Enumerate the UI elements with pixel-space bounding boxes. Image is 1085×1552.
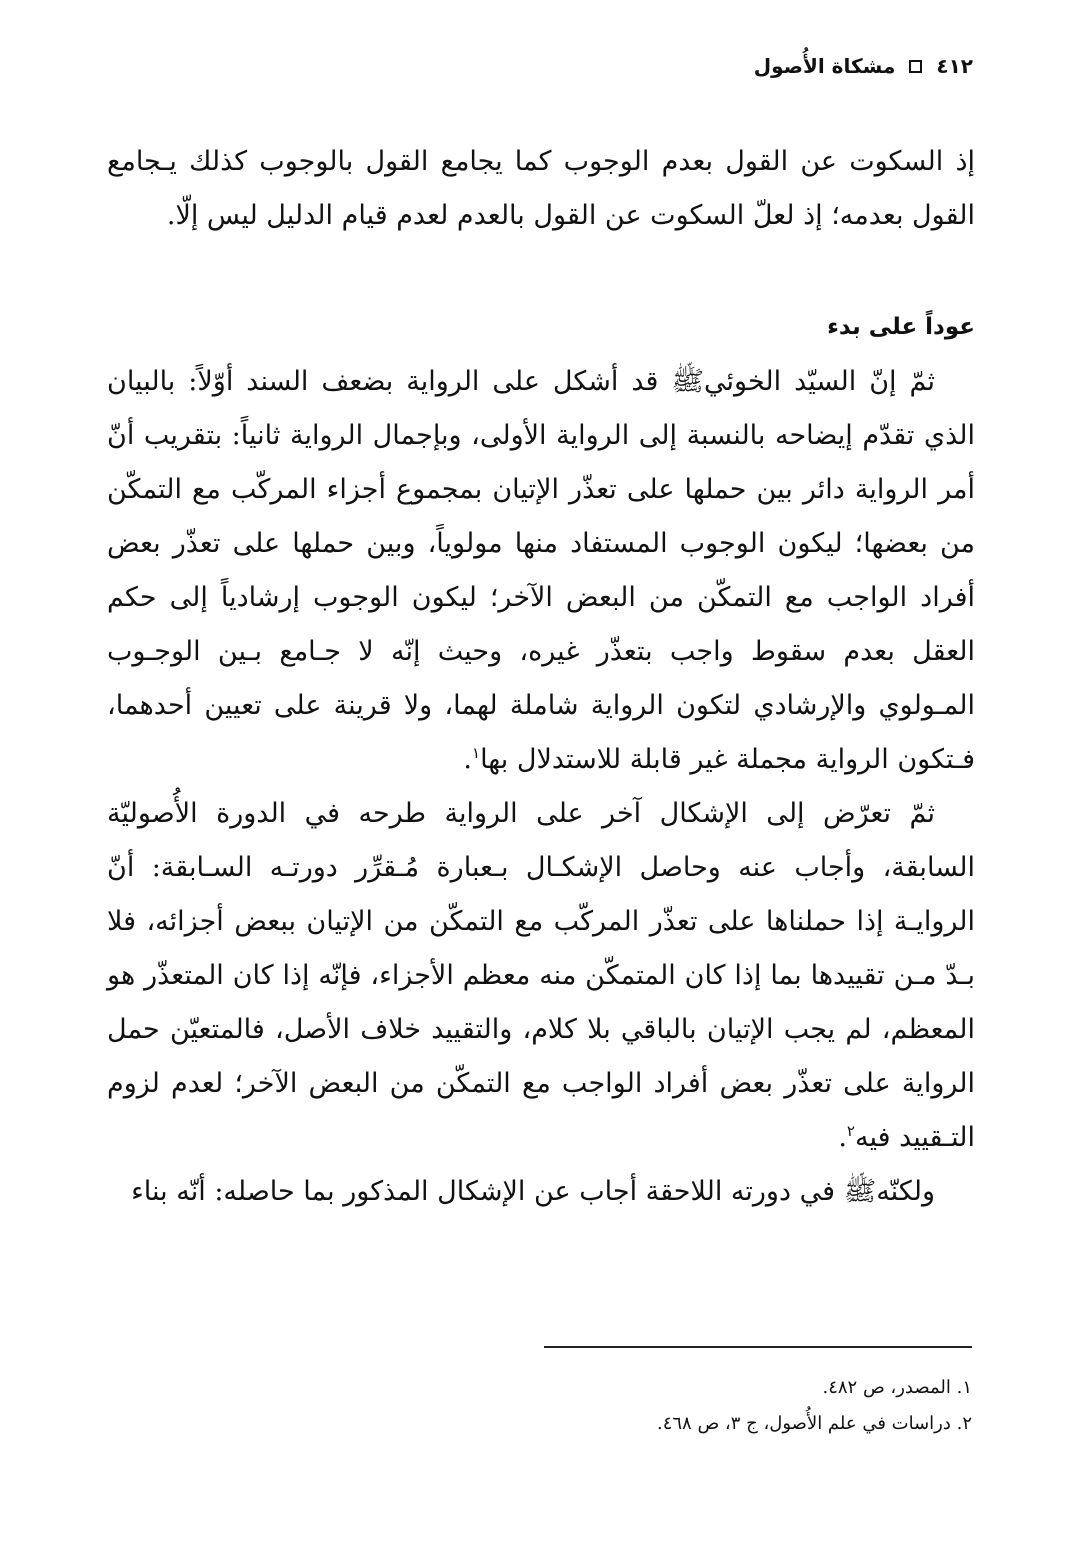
footnote-ref-1[interactable]: ١ [472, 744, 481, 762]
paragraph-2 [107, 787, 975, 1165]
footnote-ref-2[interactable]: ٢ [846, 1122, 855, 1140]
footnote-divider [544, 1346, 972, 1348]
footnote-1: ١. المصدر، ص ٤٨٢. [822, 1377, 972, 1398]
main-text [107, 135, 975, 1219]
footnote-2: ٢. دراسات في علم الأُصول، ج ٣، ص ٤٦٨. [656, 1413, 972, 1434]
section-heading: عوداً على بدء [827, 314, 975, 340]
separator-square-icon [909, 60, 922, 73]
footnotes [272, 1370, 972, 1442]
page-number: ٤١٢ [936, 54, 973, 78]
running-header [754, 52, 973, 80]
paragraph-1-end: . [463, 744, 472, 775]
paragraph-1 [107, 355, 975, 787]
paragraph-2-end: . [838, 1122, 847, 1153]
intro-paragraph: إذ السكوت عن القول بعدم الوجوب كما يجامع القول بالوجوب كذلك يـجامع القول بعدمه؛ إذ لعلّ السكوت عن القول بالعدم لعدم قيام الدليل ليس إلّا. [107, 146, 975, 231]
book-title: مشكاة الأُصول [753, 54, 896, 78]
paragraph-1-text: ثمّ إنّ السيّد الخوئيﷺ قد أشكل على الرواية بضعف السند أوّلاً: بالبيان الذي تقدّم إيضاحه بالنسبة إلى الرواية الأولى، وبإجمال الرواية ثانياً: بتقريب أنّ أمر الرواية دائر بين حملها على تعذّر الإتيان بمجموع أجزاء المركّب مع التمكّن من بعضها؛ ليكون الوجوب المستفاد منها مولوياً، وبين حملها على تعذّر بعض أفراد الواجب مع التمكّن من البعض الآخر؛ ليكون الوجوب إرشادياً إلى حكم العقل بعدم سقوط واجب بتعذّر غيره، وحيث إنّه لا جـامع بـين الوجـوب المـولوي والإرشادي لتكون الرواية شاملة لهما، ولا قرينة على تعيين أحدهما، فـتكون الرواية مجملة غير قابلة للاستدلال بها [107, 366, 975, 775]
paragraph-2-text: ثمّ تعرّض إلى الإشكال آخر على الرواية طرحه في الدورة الأُصوليّة السابقة، وأجاب عنه وحاصل الإشكـال بـعبارة مُـقرِّر دورتـه السـابقة: أنّ الروايـة إذا حملناها على تعذّر المركّب مع التمكّن من الإتيان ببعض أجزائه، فلا بـدّ مـن تقييدها بما إذا كان المتمكّن منه معظم الأجزاء، فإنّه إذا كان المتعذّر هو المعظم، لم يجب الإتيان بالباقي بلا كلام، والتقييد خلاف الأصل، فالمتعيّن حمل الرواية على تعذّر بعض أفراد الواجب مع التمكّن من البعض الآخر؛ لعدم لزوم التـقييد فيه [107, 798, 975, 1153]
paragraph-3: ولكنّهﷺ في دورته اللاحقة أجاب عن الإشكال المذكور بما حاصله: أنّه بناء [131, 1176, 935, 1207]
